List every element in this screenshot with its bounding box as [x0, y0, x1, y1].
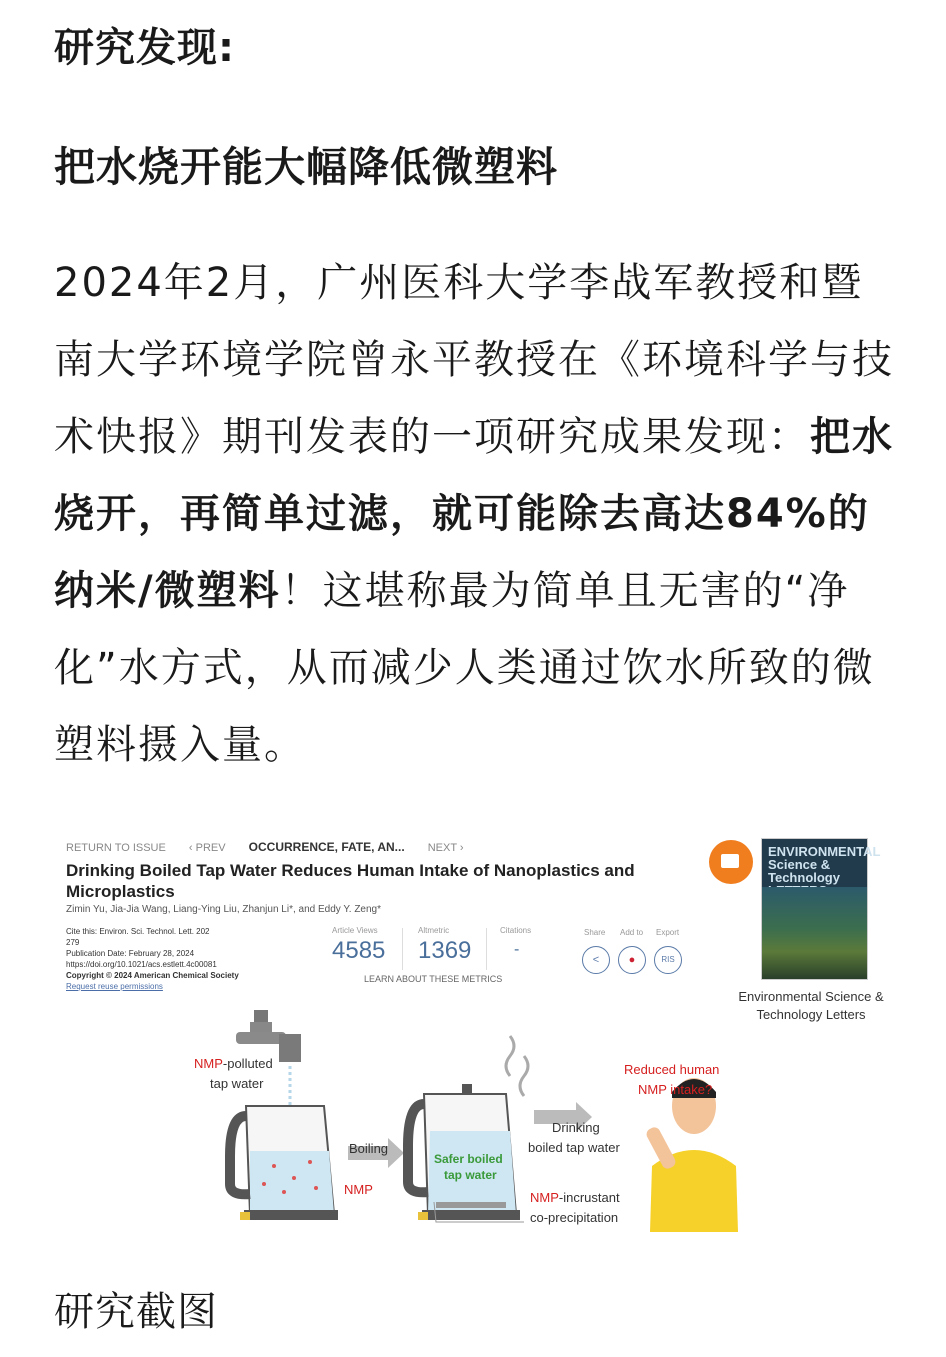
next-link[interactable]: NEXT ›: [427, 842, 464, 854]
kettle-icon: [230, 1106, 338, 1220]
altmetric-label: Altmetric: [418, 926, 450, 935]
research-screenshot: [54, 816, 894, 1232]
article-nav: [66, 840, 484, 854]
export-ris-button[interactable]: RIS: [654, 946, 682, 974]
boiling-label: Boiling: [349, 1141, 389, 1156]
nmp-polluted-label: NMP-polluted: [194, 1056, 273, 1071]
article-authors: Zimin Yu, Jia-Jia Wang, Liang-Ying Liu, Zhanjun Li*, and Eddy Y. Zeng*: [66, 904, 382, 915]
headline: 把水烧开能大幅降低微塑料: [54, 143, 558, 191]
section-title: 研究发现:: [54, 25, 235, 71]
copyright: Copyright © 2024 American Chemical Society: [66, 971, 239, 980]
altmetric-metric: [418, 926, 471, 965]
article-paragraph: [54, 245, 900, 784]
altmetric-value: 1369: [418, 937, 472, 964]
toc-graphic: [54, 1006, 894, 1232]
reduced-intake-label-1: Reduced human: [624, 1062, 720, 1077]
share-label: Share: [584, 928, 606, 937]
pub-date: Publication Date: February 28, 2024: [66, 949, 195, 958]
reduced-intake-label-2: NMP intake?: [638, 1082, 713, 1097]
paragraph-bold: 把水烧开，再简单过滤，就可能除去高达84%的纳米/微塑料: [54, 414, 894, 614]
add-to-icon[interactable]: ●: [618, 946, 646, 974]
citation-block: [66, 926, 296, 992]
cite-line: Cite this: Environ. Sci. Technol. Lett. 202: [66, 927, 210, 936]
doi-link[interactable]: https://doi.org/10.1021/acs.estlett.4c00081: [66, 960, 217, 969]
safer-water-label-2: tap water: [444, 1168, 497, 1182]
current-section: OCCURRENCE, FATE, AN...: [248, 840, 405, 854]
journal-name: Environmental Science & Technology Letters: [738, 989, 884, 1022]
pages: 279: [66, 938, 80, 947]
drinking-label-1: Drinking: [552, 1120, 600, 1135]
prev-link[interactable]: ‹ PREV: [188, 842, 226, 854]
cover-artwork: [762, 887, 867, 979]
cover-title: ENVIRONMENTAL Science & Technology: [768, 844, 881, 885]
drinking-label-2: boiled tap water: [528, 1140, 620, 1155]
metric-divider: [486, 928, 487, 970]
metric-divider: [402, 928, 403, 970]
image-caption: 研究截图: [54, 1289, 218, 1335]
boiled-kettle-icon: [408, 1036, 528, 1220]
article-views-value: 4585: [332, 937, 386, 964]
return-to-issue-link[interactable]: RETURN TO ISSUE: [66, 842, 166, 854]
safer-water-label-1: Safer boiled: [434, 1152, 503, 1166]
reuse-permissions-link[interactable]: Request reuse permissions: [66, 982, 163, 991]
article-views-label: Article Views: [332, 926, 378, 935]
journal-cover: [761, 838, 881, 980]
learn-metrics-link[interactable]: LEARN ABOUT THESE METRICS: [364, 974, 503, 984]
citations-label: Citations: [500, 926, 532, 935]
share-icon[interactable]: <: [582, 946, 610, 974]
article-views-metric: [332, 926, 385, 965]
article-title: Drinking Boiled Tap Water Reduces Human Intake of Nanoplastics and Microplastics: [66, 861, 635, 901]
citations-value: -: [514, 941, 520, 958]
coprecipitation-label: co-precipitation: [530, 1210, 619, 1225]
incrustant-label: NMP-incrustant: [530, 1190, 620, 1205]
person-icon: [644, 1078, 738, 1232]
nmp-label: NMP: [344, 1182, 373, 1197]
export-label: Export: [656, 928, 680, 937]
email-alert-icon[interactable]: [709, 840, 753, 884]
tap-water-label: tap water: [210, 1076, 264, 1091]
citations-metric: [500, 926, 531, 959]
paragraph-tail: ！这堪称最为简单且无害的“净化”水方式，从而减少人类通过饮水所致的微塑料摄入量。: [54, 568, 875, 768]
paragraph-lead: 2024年2月，广州医科大学李战军教授和暨南大学环境学院曾永平教授在《环境科学与技术快报》期刊发表的一项研究成果发现：: [54, 260, 894, 460]
add-to-label: Add to: [620, 928, 644, 937]
